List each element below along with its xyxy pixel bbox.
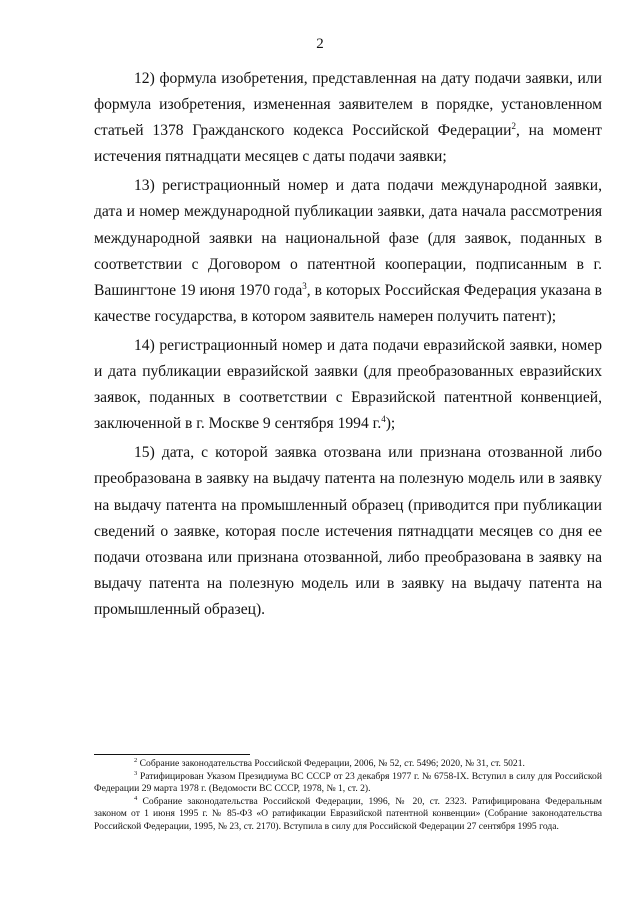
- paragraph-text-continued: , на момент истечения пятнадцати месяцев с даты подачи заявки;: [94, 122, 602, 166]
- paragraph-text-continued: );: [385, 415, 396, 433]
- footnote-separator: [94, 754, 250, 755]
- footnote-reference: 2: [511, 121, 516, 131]
- paragraph-text: 15) дата, с которой заявка отозвана или признана отозванной либо преобразована в заявку на выдачу патента на полезную модель или в заявку на выдачу патента на промышленный образец (приводится при публикации сведений о заявке, которая после истечения пятнадцати месяцев со дня ее подачи отозвана или признана отозванной, либо преобразована в заявку на выдачу патента на полезную модель или в заявку на выдачу патента на промышленный образец).: [94, 444, 602, 618]
- paragraph-item-14: [94, 333, 602, 437]
- footnote-4: [94, 796, 602, 834]
- footnote-reference: 3: [302, 280, 307, 291]
- footnote-text: Собрание законодательства Российской Федерации, 1996, № 20, ст. 2323. Ратифицирована Федеральным законом от 1 июня 1995 г. № 85-ФЗ «О ратификации Евразийской патентной конвенции» (Собрание законодательства Российской Федерации, 1995, № 23, ст. 2170). Вступила в силу для Российской Федерации 27 сентября 1995 года.: [94, 795, 602, 832]
- page-number: 2: [316, 36, 324, 52]
- paragraph-item-12: [94, 66, 602, 170]
- footnote-3: [94, 771, 602, 796]
- footnotes: [94, 758, 602, 834]
- paragraph-text: 13) регистрационный номер и дата подачи международной заявки, дата и номер международной публикации заявки, дата начала рассмотрения международной заявки на национальной фазе (для заявок, поданных в соответствии с Договором о патентной кооперации, подписанным в г. Вашингтоне 19 июня 1970 года: [94, 177, 602, 299]
- paragraph-text: 14) регистрационный номер и дата подачи евразийской заявки, номер и дата публикации евразийской заявки (для преобразованных евразийских заявок, поданных в соответствии с Евразийской патентной конвенцией, заключенной в г. Москве 9 сентября 1994 г.: [94, 336, 602, 433]
- paragraph-item-13: [94, 173, 602, 330]
- footnote-text: Собрание законодательства Российской Федерации, 2006, № 52, ст. 5496; 2020, № 31, ст. 5021.: [137, 758, 525, 769]
- paragraph-item-15: [94, 440, 602, 623]
- footnote-reference: 4: [381, 414, 386, 425]
- paragraph-text-continued: , в которых Российская Федерация указана в качестве государства, в котором заявитель намерен получить патент);: [94, 281, 603, 325]
- footnote-2: [94, 758, 602, 771]
- footnote-number: 2: [134, 756, 138, 764]
- paragraph-text: 12) формула изобретения, представленная на дату подачи заявки, или формула изобретения, измененная заявителем в порядке, установленном статьей 1378 Гражданского кодекса Российской Федерации: [94, 70, 602, 140]
- document-body: [94, 66, 602, 623]
- footnote-number: 4: [134, 794, 138, 802]
- footnote-number: 3: [134, 769, 138, 777]
- footnote-text: Ратифицирован Указом Президиума ВС СССР от 23 декабря 1977 г. № 6758-IX. Вступил в силу для Российской Федерации 29 марта 1978 г. (Ведомости ВС СССР, 1978, № 1, ст. 2).: [94, 770, 602, 795]
